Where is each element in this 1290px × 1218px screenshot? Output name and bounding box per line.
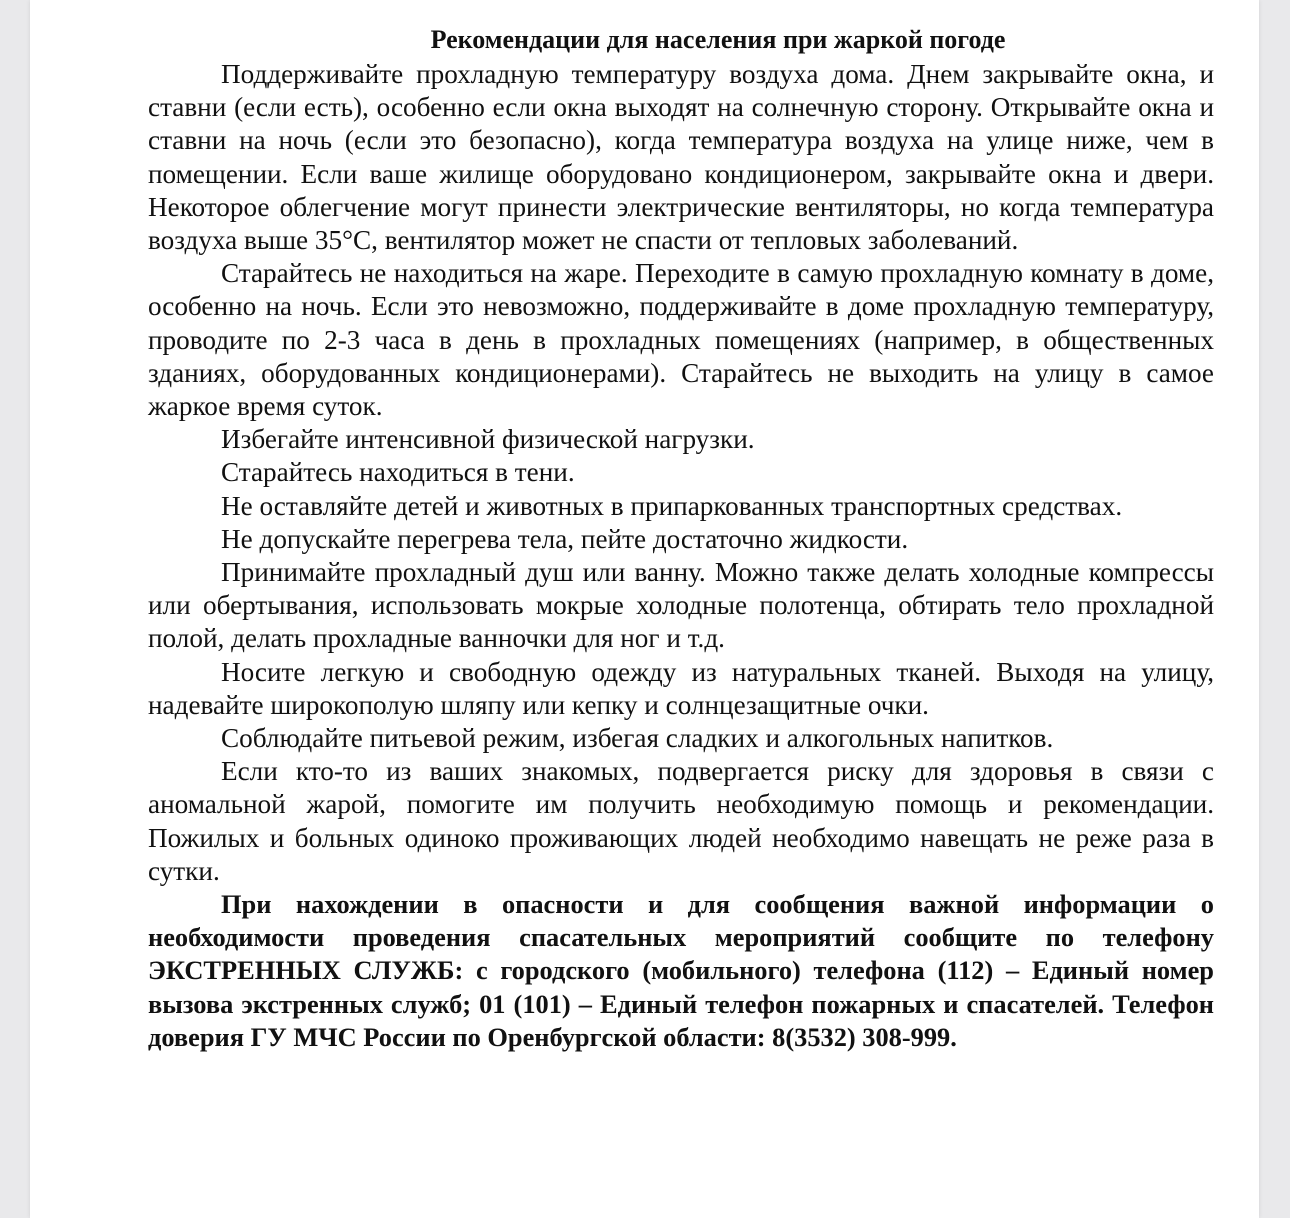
- paragraph-avoid-heat: Старайтесь не находиться на жаре. Переходите в самую прохладную комнату в доме, особенно на ночь. Если это невозможно, поддерживайте в доме прохладную температуру, проводите по 2-3 часа в день в прохладных помещениях (например, в общественных зданиях, оборудованных кондиционерами). Старайтесь не выходить на улицу в самое жаркое время суток.: [148, 258, 1214, 422]
- paragraph-clothing: Носите легкую и свободную одежду из натуральных тканей. Выходя на улицу, надевайте широкополую шляпу или кепку и солнцезащитные очки.: [148, 656, 1214, 720]
- paragraph-cool-shower: Принимайте прохладный душ или ванну. Можно также делать холодные компрессы или обертывания, использовать мокрые холодные полотенца, обтирать тело прохладной полой, делать прохладные ванночки для ног и т.д.: [148, 557, 1214, 654]
- paragraph-hydration: Не допускайте перегрева тела, пейте достаточно жидкости.: [221, 523, 909, 554]
- paragraph-vehicles: Не оставляйте детей и животных в припаркованных транспортных средствах.: [221, 490, 1123, 521]
- paragraph-stay-in-shade: Старайтесь находиться в тени.: [221, 457, 575, 488]
- paragraph-help-others: Если кто-то из ваших знакомых, подвергается риску для здоровья в связи с аномальной жарой, помогите им получить необходимую помощь и рекомендации. Пожилых и больных одиноко проживающих людей необходимо навещать не реже раза в сутки.: [148, 756, 1214, 886]
- emergency-notice: При нахождении в опасности и для сообщения важной информации о необходимости проведения спасательных мероприятий сообщите по телефону ЭКСТРЕННЫХ СЛУЖБ: с городского (мобильного) телефона (112) – Единый номер вызова экстренных служб; 01 (101) – Единый телефон пожарных и спасателей. Телефон доверия ГУ МЧС России по Оренбургской области: 8(3532) 308-999.: [148, 889, 1214, 1052]
- document-body: [148, 22, 1214, 1054]
- paragraph-drinking-regime: Соблюдайте питьевой режим, избегая сладких и алкогольных напитков.: [221, 723, 1054, 754]
- paragraph-avoid-exercise: Избегайте интенсивной физической нагрузки.: [221, 424, 755, 455]
- paragraph-keep-home-cool: Поддерживайте прохладную температуру воздуха дома. Днем закрывайте окна, и ставни (если есть), особенно если окна выходят на солнечную сторону. Открывайте окна и ставни на ночь (если это безопасно), когда температура воздуха на улице ниже, чем в помещении. Если ваше жилище оборудовано кондиционером, закрывайте окна и двери. Некоторое облегчение могут принести электрические вентиляторы, но когда температура воздуха выше 35°С, вентилятор может не спасти от тепловых заболеваний.: [148, 59, 1214, 256]
- document-title: Рекомендации для населения при жаркой погоде: [430, 25, 1006, 54]
- document-page: [30, 0, 1259, 1218]
